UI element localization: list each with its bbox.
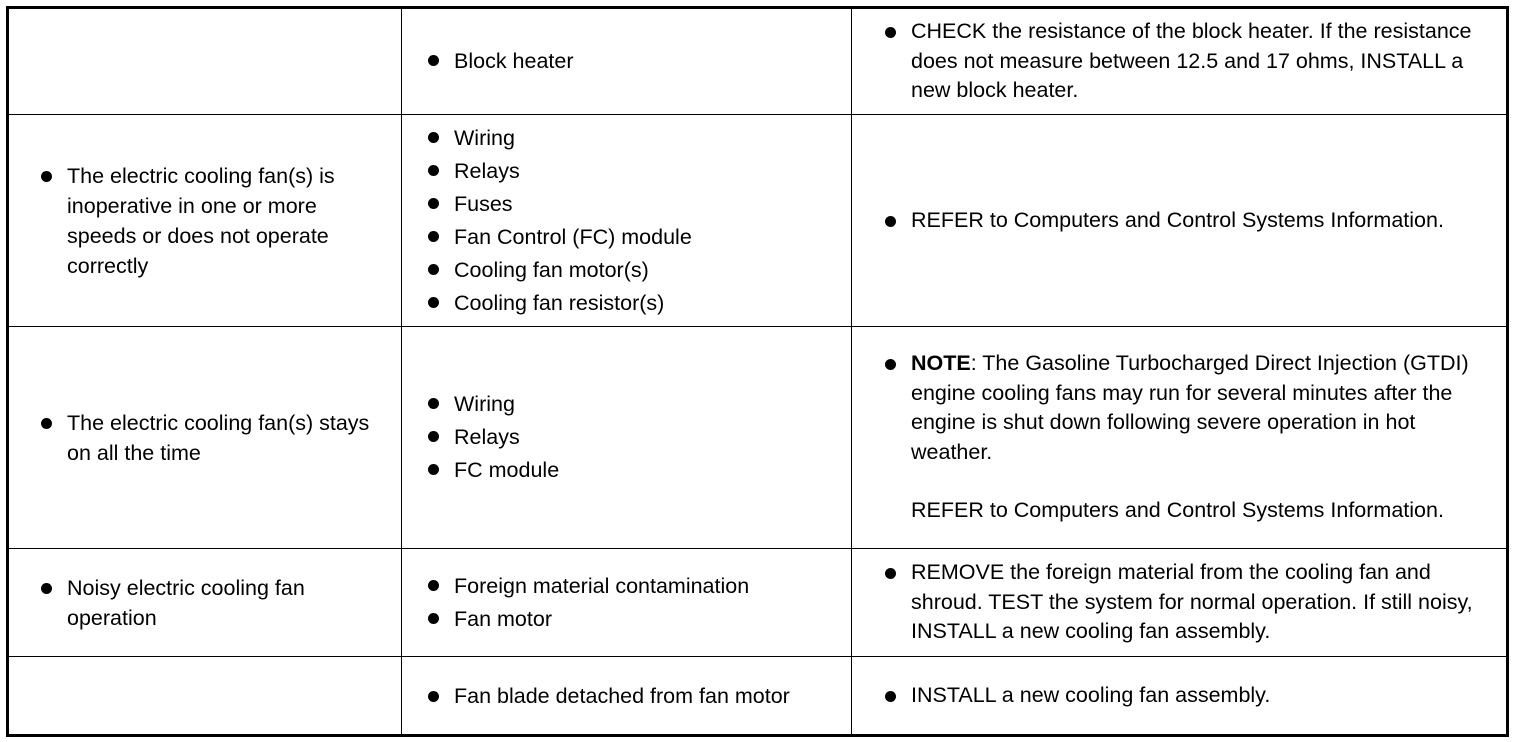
cause-item: Foreign material contamination — [454, 570, 837, 603]
condition-cell — [8, 115, 402, 327]
action-cell — [852, 8, 1508, 115]
condition-item: The electric cooling fan(s) stays on all the time — [67, 408, 387, 468]
action-cell — [852, 549, 1508, 657]
action-cell — [852, 115, 1508, 327]
cause-item: Wiring — [454, 122, 837, 155]
condition-cell — [8, 549, 402, 657]
cause-cell — [402, 8, 852, 115]
diagnosis-table — [6, 6, 1509, 737]
note-item — [911, 349, 1484, 467]
table-row — [8, 8, 1508, 115]
cause-item: Relays — [454, 421, 837, 454]
cause-item: Fan Control (FC) module — [454, 221, 837, 254]
action-item: REMOVE the foreign material from the cooling fan and shroud. TEST the system for normal operation. If still noisy, INSTALL a new cooling fan assembly. — [911, 558, 1484, 647]
cause-cell — [402, 657, 852, 736]
spacer — [911, 467, 1484, 496]
condition-cell — [8, 657, 402, 736]
cause-item: Wiring — [454, 388, 837, 421]
table-row — [8, 327, 1508, 549]
action-item: CHECK the resistance of the block heater. If the resistance does not measure between 12.5 and 17 ohms, INSTALL a new block heater. — [911, 17, 1484, 106]
action-item: REFER to Computers and Control Systems Information. — [911, 206, 1484, 236]
cause-cell — [402, 327, 852, 549]
cause-item: Fan blade detached from fan motor — [454, 681, 837, 711]
cause-cell — [402, 549, 852, 657]
cause-item: FC module — [454, 454, 837, 487]
action-cell — [852, 657, 1508, 736]
condition-cell — [8, 8, 402, 115]
table-row — [8, 657, 1508, 736]
note-text: : The Gasoline Turbocharged Direct Injection (GTDI) engine cooling fans may run for several minutes after the engine is shut down following severe operation in hot weather. — [911, 351, 1469, 464]
cause-item: Cooling fan motor(s) — [454, 254, 837, 287]
table-row — [8, 115, 1508, 327]
cause-cell — [402, 115, 852, 327]
action-cell — [852, 327, 1508, 549]
table-row — [8, 549, 1508, 657]
cause-item: Fuses — [454, 188, 837, 221]
condition-item: The electric cooling fan(s) is inoperative in one or more speeds or does not operate correctly — [67, 161, 387, 281]
cause-item: Cooling fan resistor(s) — [454, 287, 837, 320]
cause-item: Fan motor — [454, 603, 837, 636]
note-label: NOTE — [911, 351, 971, 376]
action-item: INSTALL a new cooling fan assembly. — [911, 681, 1484, 711]
condition-cell — [8, 327, 402, 549]
cause-item: Relays — [454, 155, 837, 188]
action-item: REFER to Computers and Control Systems Information. — [911, 498, 1444, 523]
condition-item: Noisy electric cooling fan operation — [67, 573, 387, 633]
cause-item: Block heater — [454, 45, 837, 78]
